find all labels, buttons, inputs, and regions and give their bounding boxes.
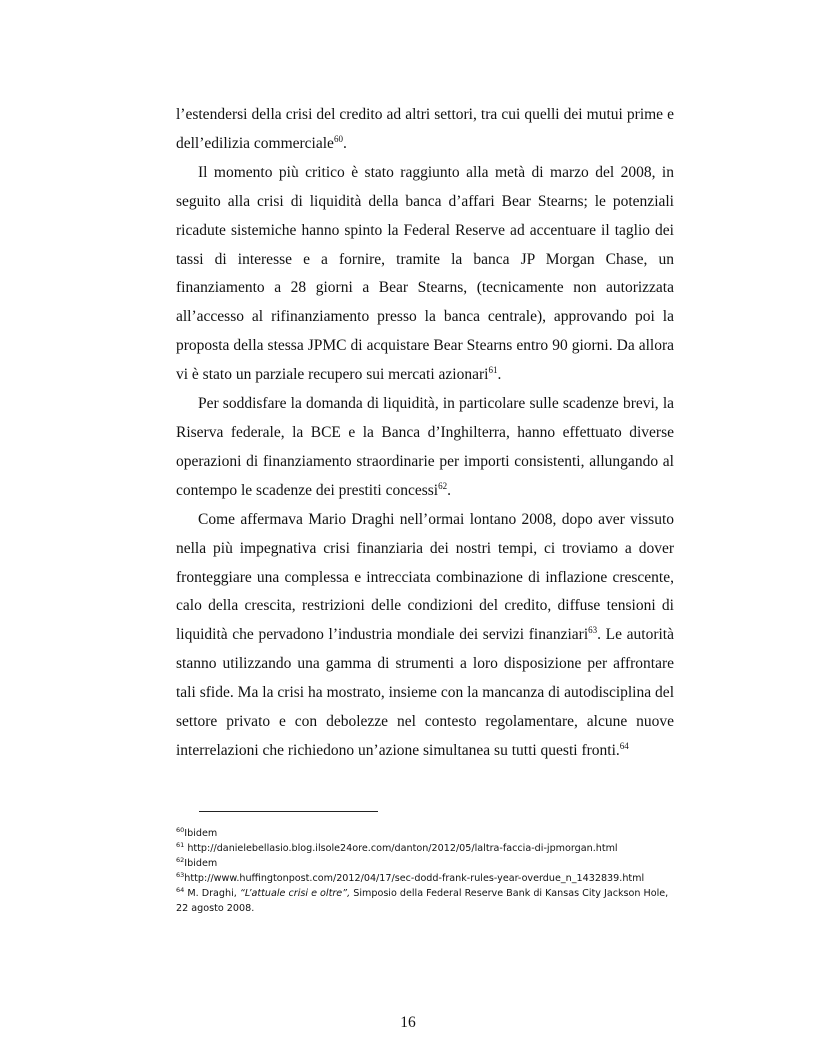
footnote-63: $^{63}$http://www.huffingtonpost.com/2012/04/17/sec-dodd-frank-rules-year-overdue_n_1432839.html [176,871,645,884]
footnote-link[interactable]: http://danielebellasio.blog.ilsole24ore.com/danton/2012/05/laltra-faccia-di-jpmorgan.html [184,843,618,854]
footnote-ref-64[interactable]: 64 [619,740,629,751]
footnote-link[interactable]: http://www.huffingtonpost.com/2012/04/17/sec-dodd-frank-rules-year-overdue_n_1432839.html [184,873,645,884]
footnotes [176,826,674,916]
page-number: 16 [400,1014,416,1031]
paragraph-1: l’estendersi della crisi del credito ad altri settori, tra cui quelli dei mutui prime e dell’edilizia commerciale$^{60}$. [176,106,674,152]
footnote-62: $^{62}$Ibidem [176,856,218,869]
footnote-separator [199,811,378,812]
footnote-ref-61[interactable]: 61 [488,365,498,376]
footnote-64: $^{64}$ M. Draghi, “L’attuale crisi e oltre”, Simposio della Federal Reserve Bank di Kansas City Jackson Hole, 22 agosto 2008. [176,886,669,914]
footnote-61: $^{61}$ http://danielebellasio.blog.ilsole24ore.com/danton/2012/05/laltra-faccia-di-jpmorgan.html [176,841,618,854]
footnote-ref-62[interactable]: 62 [438,480,448,491]
paragraph-4: Come affermava Mario Draghi nell’ormai lontano 2008, dopo aver vissuto nella più impegnativa crisi finanziaria dei nostri tempi, ci troviamo a dover fronteggiare una complessa e intrecciata combinazione di inflazione crescente, calo della crescita, restrizioni delle condizioni del credito, diffuse tensioni di liquidità che pervadono l’industria mondiale dei servizi finanziari$^{63}$. Le autorità stanno utilizzando una gamma di strumenti a loro disposizione per affrontare tali sfide. Ma la crisi ha mostrato, insieme con la mancanza di autodisciplina del settore privato e con debolezze nel contesto regolamentare, alcune nuove interrelazioni che richiedono un’azione simultanea su tutti questi fronti.$^{64}$ [176,510,674,759]
footnote-ref-63[interactable]: 63 [588,625,598,636]
footnote-60: $^{60}$Ibidem [176,826,218,839]
paragraph-3: Per soddisfare la domanda di liquidità, in particolare sulle scadenze brevi, la Riserva federale, la BCE e la Banca d’Inghilterra, hanno effettuato diverse operazioni di finanziamento straordinarie per importi consistenti, allungando al contempo le scadenze dei prestiti concessi$^{62}$. [176,395,674,499]
paragraph-2: Il momento più critico è stato raggiunto alla metà di marzo del 2008, in seguito alla crisi di liquidità della banca d’affari Bear Stearns; le potenziali ricadute sistemiche hanno spinto la Federal Reserve ad accentuare il taglio dei tassi di interesse e a fornire, tramite la banca JP Morgan Chase, un finanziamento a 28 giorni a Bear Stearns, (tecnicamente non autorizzata all’accesso al rifinanziamento presso la banca centrale), approvando poi la proposta della stessa JPMC di acquistare Bear Stearns entro 90 giorni. Da allora vi è stato un parziale recupero sui mercati azionari$^{61}$. [176,163,674,384]
body-text [176,101,674,766]
cited-title: “L’attuale crisi e oltre”, [239,888,351,899]
footnote-ref-60[interactable]: 60 [333,133,343,144]
